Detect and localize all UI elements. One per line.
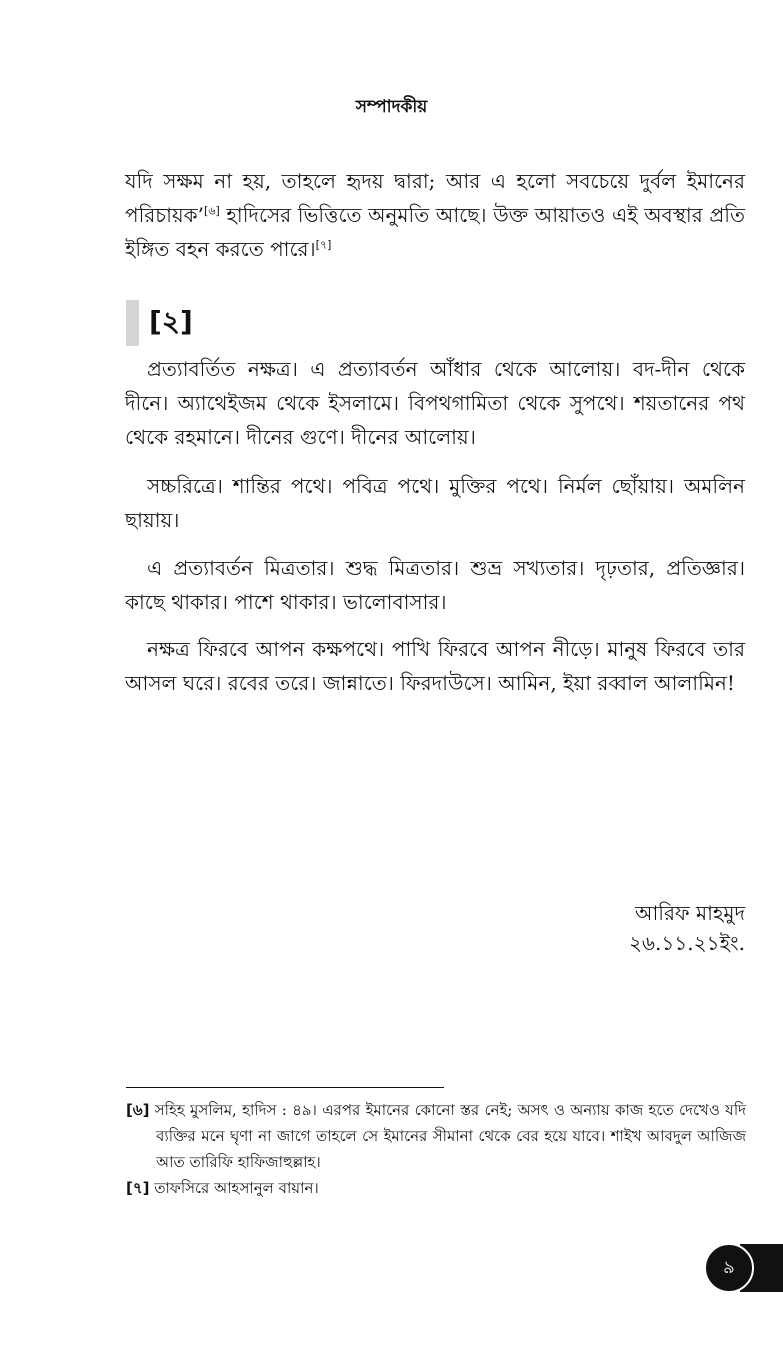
footnote-item xyxy=(126,1175,746,1201)
section-marker-bar xyxy=(126,300,139,346)
page-number: ৯ xyxy=(704,1243,754,1293)
author-name: আরিফ মাহমুদ xyxy=(634,901,745,925)
paragraph: এ প্রত্যাবর্তন মিত্রতার। শুদ্ধ মিত্রতার। শুভ্র সখ্যতার। দৃঢ়তার, প্রতিজ্ঞার। কাছে থাকার। পাশে থাকার। ভালোবাসার। xyxy=(125,556,745,614)
section-heading xyxy=(126,300,193,346)
signature-block xyxy=(629,898,745,958)
paragraph-text: যদি সক্ষম না হয়, তাহলে হৃদয় দ্বারা; আর এ হলো সবচেয়ে দুর্বল ইমানের পরিচায়ক’ xyxy=(125,169,745,227)
paragraph-text: হাদিসের ভিত্তিতে অনুমতি আছে। উক্ত আয়াতও এই অবস্থার প্রতি ইঙ্গিত বহন করতে পারে। xyxy=(125,203,745,261)
footnote-ref-6[interactable]: [৬] xyxy=(204,204,220,218)
running-head: সম্পাদকীয় xyxy=(355,97,428,117)
footnote-text: তাফসিরে আহসানুল বায়ান। xyxy=(154,1179,319,1197)
footnote-ref-7[interactable]: [৭] xyxy=(315,238,332,252)
footnote-number: [৬] xyxy=(126,1101,150,1119)
section-label: [২] xyxy=(149,304,193,338)
footnote-number: [৭] xyxy=(126,1179,150,1197)
footnotes xyxy=(126,1097,746,1201)
paragraph-continuation xyxy=(125,164,745,266)
paragraph: প্রত্যাবর্তিত নক্ষত্র। এ প্রত্যাবর্তন আঁধার থেকে আলোয়। বদ-দীন থেকে দীনে। অ্যাথেইজম থেকে ইসলামে। বিপথগামিতা থেকে সুপথে। শয়তানের পথ থেকে রহমানে। দীনের গুণে। দীনের আলোয়। xyxy=(125,357,745,449)
signature-date: ২৬.১১.২১ইং. xyxy=(628,931,745,955)
footnote-text: সহিহ মুসলিম, হাদিস : ৪৯। এরপর ইমানের কোনো স্তর নেই; অসৎ ও অন্যায় কাজ হতে দেখেও যদি ব্যক্তির মনে ঘৃণা না জাগে তাহলে সে ইমানের সীমানা থেকে বের হয়ে যাবে। শাইখ আবদুল আজিজ আত তারিফি হাফিজাহুল্লাহ। xyxy=(154,1101,746,1171)
paragraph: সচ্চরিত্রে। শান্তির পথে। পবিত্র পথে। মুক্তির পথে। নির্মল ছোঁয়ায়। অমলিন ছায়ায়। xyxy=(125,474,745,532)
footnote-item xyxy=(126,1097,746,1175)
paragraph: নক্ষত্র ফিরবে আপন কক্ষপথে। পাখি ফিরবে আপন নীড়ে। মানুষ ফিরবে তার আসল ঘরে। রবের তরে। জান্নাতে। ফিরদাউসে। আমিন, ইয়া রব্বাল আলামিন! xyxy=(125,637,745,695)
footnote-divider xyxy=(126,1087,444,1088)
